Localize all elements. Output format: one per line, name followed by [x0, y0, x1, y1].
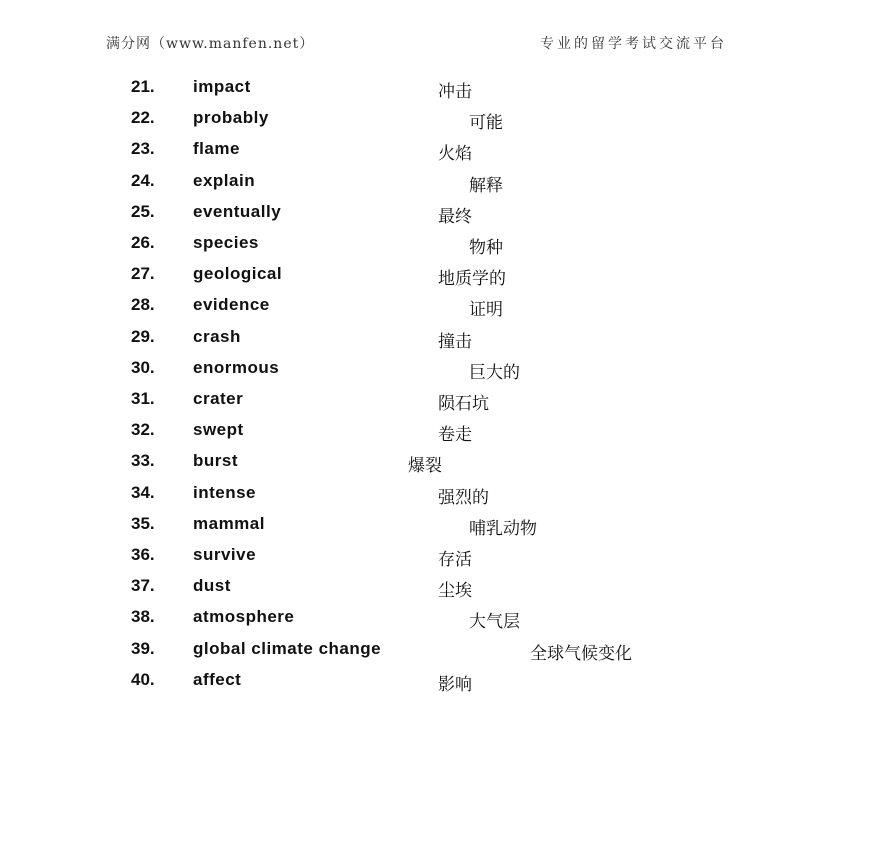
vocab-word: global climate change [193, 638, 382, 658]
vocab-meaning: 地质学的 [438, 269, 506, 290]
vocab-meaning: 大气层 [469, 612, 520, 633]
header-site: 满分网（www.manfen.net） [106, 36, 315, 52]
vocab-row [0, 139, 870, 163]
vocab-meaning: 撞击 [438, 331, 472, 352]
vocab-row [0, 451, 870, 475]
vocab-meaning: 爆裂 [408, 456, 442, 477]
vocab-row [0, 389, 870, 413]
vocab-meaning: 尘埃 [438, 581, 472, 602]
vocab-word: probably [193, 108, 269, 128]
vocab-meaning: 冲击 [438, 82, 472, 102]
vocab-number: 37. [131, 576, 155, 596]
vocab-row [0, 420, 870, 444]
header-tagline: 专业的留学考试交流平台 [540, 36, 727, 52]
vocab-row [0, 514, 870, 538]
vocab-meaning: 影响 [438, 674, 472, 695]
vocab-meaning: 巨大的 [469, 362, 520, 383]
vocab-number: 34. [131, 482, 155, 502]
vocab-row [0, 576, 870, 600]
vocab-number: 30. [131, 357, 155, 377]
vocab-meaning: 可能 [469, 113, 503, 134]
vocab-number: 23. [131, 139, 155, 159]
vocab-word: eventually [193, 201, 282, 221]
vocab-number: 39. [131, 638, 155, 658]
vocab-word: enormous [193, 357, 280, 377]
vocab-number: 40. [131, 669, 155, 689]
vocab-word: impact [193, 77, 251, 96]
vocab-word: explain [193, 170, 256, 190]
vocab-meaning: 全球气候变化 [530, 643, 632, 664]
vocab-number: 31. [131, 389, 155, 408]
vocab-word: crater [193, 389, 244, 408]
vocab-row [0, 358, 870, 382]
vocab-meaning: 解释 [469, 175, 503, 196]
vocab-word: dust [193, 576, 231, 596]
vocab-number: 36. [131, 545, 155, 564]
vocab-number: 32. [131, 420, 155, 440]
vocab-row [0, 233, 870, 257]
vocab-number: 24. [131, 170, 155, 190]
vocab-meaning: 强烈的 [438, 487, 489, 508]
vocab-meaning: 证明 [469, 300, 503, 321]
vocab-meaning: 最终 [438, 206, 472, 227]
vocab-word: swept [193, 420, 244, 440]
vocab-number: 21. [131, 77, 155, 96]
vocab-meaning: 卷走 [438, 425, 472, 446]
vocab-row [0, 483, 870, 507]
vocab-word: evidence [193, 295, 270, 315]
vocab-word: mammal [193, 513, 265, 533]
vocab-row [0, 327, 870, 351]
vocab-number: 33. [131, 451, 155, 471]
vocab-meaning: 陨石坑 [438, 394, 489, 414]
vocab-meaning: 物种 [469, 238, 503, 258]
vocab-row [0, 545, 870, 569]
vocab-row [0, 607, 870, 631]
vocab-meaning: 哺乳动物 [469, 518, 537, 539]
vocab-word: burst [193, 451, 238, 471]
vocab-row [0, 171, 870, 195]
vocab-number: 28. [131, 295, 155, 315]
vocab-number: 27. [131, 264, 155, 284]
vocab-number: 26. [131, 233, 155, 252]
vocab-row [0, 108, 870, 132]
vocab-word: crash [193, 326, 241, 346]
vocab-number: 29. [131, 326, 155, 346]
vocab-number: 35. [131, 513, 155, 533]
vocab-meaning: 存活 [438, 550, 472, 570]
vocab-row [0, 670, 870, 694]
vocab-row [0, 295, 870, 319]
vocab-number: 38. [131, 607, 155, 627]
vocab-word: intense [193, 482, 257, 502]
vocab-word: affect [193, 669, 242, 689]
vocab-word: flame [193, 139, 240, 159]
vocab-number: 25. [131, 201, 155, 221]
vocab-row [0, 77, 870, 101]
vocab-word: atmosphere [193, 607, 295, 627]
vocab-number: 22. [131, 108, 155, 128]
vocab-word: species [193, 233, 259, 252]
vocab-word: geological [193, 264, 283, 284]
vocab-row [0, 202, 870, 226]
vocab-word: survive [193, 545, 257, 564]
vocab-row [0, 264, 870, 288]
vocab-meaning: 火焰 [438, 144, 472, 165]
vocab-row [0, 639, 870, 663]
